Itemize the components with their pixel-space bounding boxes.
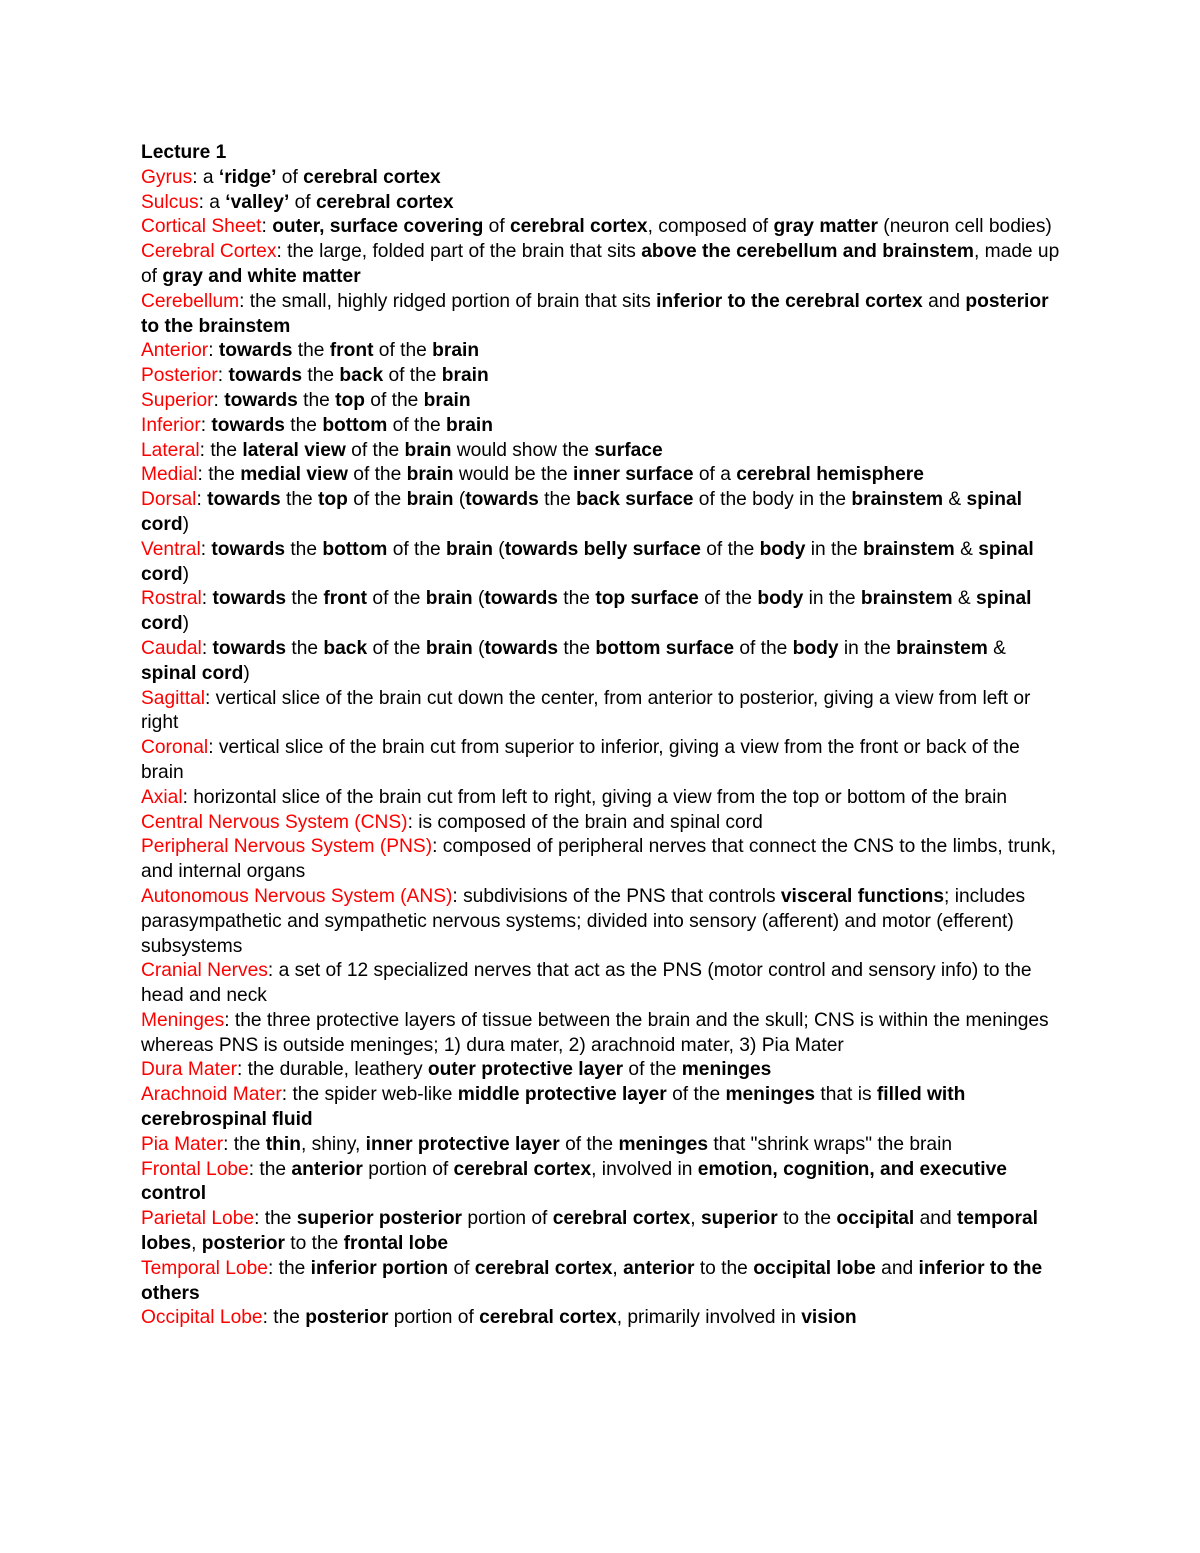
- definition-text: is composed of the brain and spinal cord: [418, 811, 763, 833]
- definition-text: ; includes parasympathetic and sympathetic nervous systems; divided into sensory (afferent) and motor (efferent) subsystems: [141, 885, 1026, 957]
- glossary-entry: Axial: horizontal slice of the brain cut from left to right, giving a view from the top or bottom of the brain: [141, 786, 1008, 808]
- definition-text: the: [558, 637, 596, 659]
- definition-text: the durable, leathery: [247, 1059, 428, 1081]
- definition-text: &: [943, 489, 967, 511]
- definition-text: (: [472, 637, 485, 659]
- definition-bold-text: towards: [212, 637, 287, 659]
- definition-text: ,: [612, 1257, 624, 1279]
- definition-text: of the: [364, 389, 424, 411]
- definition-text: of: [289, 191, 316, 213]
- term-label: Cortical Sheet: [141, 216, 262, 238]
- glossary-entry: Dorsal: towards the top of the brain (towards the back surface of the body in the brainstem & spinal cord): [141, 489, 1022, 535]
- definition-bold-text: cerebral cortex: [510, 216, 648, 238]
- definition-bold-text: vision: [801, 1307, 857, 1329]
- definition-text: the: [233, 1133, 266, 1155]
- definition-bold-text: towards: [218, 340, 293, 362]
- definition-bold-text: brainstem: [896, 637, 988, 659]
- definition-text: that "shrink wraps" the brain: [708, 1133, 953, 1155]
- term-definition: [141, 1208, 1038, 1254]
- definition-bold-text: towards: [207, 489, 281, 511]
- term-label: Gyrus: [141, 166, 193, 188]
- definition-bold-text: towards: [211, 414, 285, 436]
- glossary-entry: Ventral: towards the bottom of the brain (towards belly surface of the body in the brainstem & spinal cord): [141, 538, 1034, 585]
- term-label: Dorsal: [141, 489, 197, 511]
- definition-bold-text: superior posterior: [296, 1208, 463, 1230]
- term-definition: [272, 216, 1052, 237]
- definition-bold-text: brainstem: [851, 489, 944, 511]
- definition-bold-text: ‘valley’: [225, 191, 290, 213]
- definition-bold-text: temporal lobes: [141, 1208, 1038, 1255]
- definition-text: ,: [191, 1233, 202, 1255]
- lecture-title: Lecture 1: [141, 142, 227, 163]
- term-definition: [141, 688, 1030, 734]
- definition-text: , composed of: [647, 216, 774, 238]
- glossary-entry: Cerebral Cortex: the large, folded part of the brain that sits above the cerebellum and brainstem, made up of gray and white matter: [141, 241, 1060, 287]
- definition-text: ): [182, 563, 189, 585]
- definition-text: , made up of: [141, 241, 1060, 287]
- term-definition: [141, 737, 1020, 783]
- definition-text: the spider web-like: [292, 1084, 458, 1106]
- glossary-entry: Frontal Lobe: the anterior portion of cerebral cortex, involved in emotion, cognition, and executive control: [141, 1158, 1007, 1205]
- definition-bold-text: emotion, cognition, and executive control: [141, 1158, 1007, 1205]
- term-label: Axial: [141, 786, 183, 808]
- definition-text: ): [243, 662, 250, 684]
- definition-bold-text: meninges: [681, 1059, 772, 1081]
- definition-text: the: [297, 389, 336, 411]
- glossary-entry: Rostral: towards the front of the brain (towards the top surface of the body in the brainstem & spinal cord): [141, 588, 1032, 635]
- definition-text: of the body in the: [693, 489, 852, 511]
- definition-bold-text: spinal cord: [141, 588, 1032, 635]
- definition-text: of: [483, 216, 510, 238]
- definition-text: a: [202, 166, 219, 188]
- term-definition: [248, 1059, 772, 1080]
- definition-bold-text: back surface: [576, 489, 694, 511]
- term-label: Superior: [141, 389, 214, 411]
- definition-text: &: [954, 538, 979, 560]
- glossary-entry: Occipital Lobe: the posterior portion of cerebral cortex, primarily involved in vision: [141, 1307, 857, 1329]
- definition-bold-text: surface: [594, 439, 663, 461]
- definition-bold-text: posterior to the brainstem: [141, 290, 1049, 337]
- term-definition: [141, 1010, 1049, 1056]
- glossary-entry: Sagittal: vertical slice of the brain cut down the center, from anterior to posterior, giving a view from left or right: [141, 687, 1031, 734]
- term-definition: [141, 539, 1034, 585]
- definition-bold-text: cerebral cortex: [474, 1257, 613, 1279]
- definition-text: the: [210, 439, 243, 461]
- definition-text: (: [492, 538, 505, 560]
- definition-text: of the: [345, 439, 405, 461]
- definition-text: and: [914, 1208, 957, 1230]
- definition-bold-text: towards: [465, 489, 539, 511]
- term-definition: [211, 415, 493, 436]
- term-label: Autonomous Nervous System (ANS): [141, 885, 453, 907]
- glossary-list: [141, 166, 1061, 1331]
- definition-bold-text: outer protective layer: [427, 1059, 624, 1081]
- definition-bold-text: occipital: [836, 1208, 915, 1230]
- glossary-entry: Meninges: the three protective layers of tissue between the brain and the skull; CNS is within the meninges whereas PNS is outside meninges; 1) dura mater, 2) arachnoid mater, 3) Pia Mater: [141, 1009, 1049, 1056]
- term-definition: [193, 787, 1007, 808]
- definition-text: the: [208, 464, 241, 486]
- term-definition: [210, 440, 662, 461]
- term-label: Caudal: [141, 637, 202, 659]
- definition-bold-text: towards belly surface: [504, 538, 701, 560]
- definition-bold-text: occipital lobe: [753, 1257, 876, 1279]
- term-label: Pia Mater: [141, 1133, 224, 1155]
- term-definition: [219, 340, 479, 361]
- definition-text: of the: [347, 489, 407, 511]
- definition-text: , shiny,: [300, 1133, 366, 1155]
- definition-bold-text: spinal cord: [141, 538, 1034, 585]
- definition-text: the: [264, 1208, 297, 1230]
- definition-bold-text: body: [759, 538, 806, 560]
- definition-bold-text: spinal cord: [141, 662, 244, 684]
- definition-text: (neuron cell bodies): [877, 216, 1052, 238]
- definition-text: of a: [693, 464, 737, 486]
- term-definition: [209, 192, 453, 213]
- definition-bold-text: meninges: [725, 1084, 816, 1106]
- definition-bold-text: bottom: [322, 538, 388, 560]
- definition-bold-text: brain: [425, 637, 473, 659]
- definition-text: of the: [734, 637, 793, 659]
- definition-bold-text: spinal cord: [141, 489, 1022, 535]
- term-label: Sulcus: [141, 191, 199, 213]
- definition-text: the small, highly ridged portion of brain that sits: [249, 290, 657, 312]
- definition-bold-text: front: [323, 588, 368, 610]
- definition-bold-text: frontal lobe: [343, 1233, 449, 1255]
- definition-text: the large, folded part of the brain that sits: [287, 241, 642, 263]
- definition-text: subdivisions of the PNS that controls: [463, 885, 781, 907]
- definition-bold-text: medial view: [240, 464, 348, 486]
- definition-bold-text: superior: [700, 1208, 778, 1230]
- definition-text: and: [875, 1257, 919, 1279]
- definition-bold-text: inferior to the cerebral cortex: [656, 290, 923, 312]
- document-page: [141, 141, 1061, 1331]
- definition-bold-text: brain: [446, 414, 493, 436]
- definition-bold-text: brain: [441, 365, 489, 387]
- definition-text: the: [284, 414, 323, 436]
- definition-bold-text: inferior portion: [310, 1257, 449, 1279]
- definition-text: of: [448, 1257, 475, 1279]
- definition-text: of the: [347, 464, 407, 486]
- definition-text: of the: [623, 1059, 682, 1081]
- definition-text: composed of peripheral nerves that connect the CNS to the limbs, trunk, and internal organs: [141, 836, 1057, 883]
- definition-text: of the: [367, 637, 426, 659]
- definition-bold-text: brain: [404, 439, 452, 461]
- term-label: Cranial Nerves: [141, 960, 268, 982]
- definition-bold-text: anterior: [291, 1158, 363, 1180]
- definition-text: the: [280, 489, 319, 511]
- term-definition: [141, 960, 1032, 1006]
- definition-bold-text: cerebral cortex: [479, 1307, 617, 1329]
- definition-text: to the: [284, 1233, 344, 1255]
- definition-bold-text: anterior: [623, 1257, 695, 1279]
- term-label: Dura Mater: [141, 1059, 237, 1081]
- glossary-entry: Peripheral Nervous System (PNS): composed of peripheral nerves that connect the CNS to the limbs, trunk, and internal organs: [141, 836, 1057, 883]
- glossary-entry: Cranial Nerves: a set of 12 specialized nerves that act as the PNS (motor control and sensory info) to the head and neck: [141, 960, 1032, 1007]
- definition-text: a set of 12 specialized nerves that act as the PNS (motor control and sensory info) to the head and neck: [141, 960, 1032, 1007]
- glossary-entry: Medial: the medial view of the brain would be the inner surface of a cerebral hemisphere: [141, 464, 924, 486]
- glossary-entry: Posterior: towards the back of the brain: [141, 365, 489, 387]
- definition-bold-text: top surface: [595, 588, 699, 610]
- definition-text: to the: [777, 1208, 837, 1230]
- definition-text: of the: [373, 340, 433, 362]
- glossary-entry: Autonomous Nervous System (ANS): subdivisions of the PNS that controls visceral functions; includes parasympathetic and sympathetic nervous systems; divided into sensory (afferent) and motor (efferent) subsystems: [141, 885, 1026, 957]
- term-label: Meninges: [141, 1009, 225, 1031]
- glossary-entry: Pia Mater: the thin, shiny, inner protective layer of the meninges that "shrink wraps" the brain: [141, 1133, 953, 1155]
- definition-text: that is: [815, 1084, 877, 1106]
- definition-text: of the: [367, 588, 426, 610]
- definition-text: ): [182, 613, 189, 635]
- definition-bold-text: meninges: [618, 1133, 709, 1155]
- definition-bold-text: towards: [224, 389, 298, 411]
- term-definition: [234, 1134, 952, 1155]
- definition-bold-text: middle protective layer: [457, 1084, 667, 1106]
- term-label: Occipital Lobe: [141, 1307, 263, 1329]
- definition-text: the: [286, 588, 324, 610]
- term-label: Central Nervous System (CNS): [141, 811, 408, 833]
- definition-bold-text: posterior: [201, 1233, 285, 1255]
- definition-text: of the: [387, 414, 446, 436]
- glossary-entry: Gyrus: a ‘ridge’ of cerebral cortex: [141, 166, 441, 188]
- definition-bold-text: bottom surface: [595, 637, 734, 659]
- glossary-entry: Sulcus: a ‘valley’ of cerebral cortex: [141, 191, 454, 213]
- glossary-entry: Cerebellum: the small, highly ridged portion of brain that sits inferior to the cerebral cortex and posterior to the brainstem: [141, 290, 1049, 337]
- term-definition: [228, 365, 488, 386]
- definition-bold-text: top: [335, 389, 365, 411]
- definition-bold-text: cerebral cortex: [552, 1208, 691, 1230]
- definition-text: the: [292, 340, 330, 362]
- definition-bold-text: ‘ridge’: [218, 166, 277, 188]
- term-label: Posterior: [141, 365, 218, 387]
- term-label: Lateral: [141, 439, 200, 461]
- definition-bold-text: body: [792, 637, 839, 659]
- definition-bold-text: towards: [484, 637, 559, 659]
- definition-bold-text: cerebral cortex: [315, 191, 454, 213]
- definition-text: of the: [666, 1084, 726, 1106]
- term-label: Parietal Lobe: [141, 1208, 255, 1230]
- definition-text: vertical slice of the brain cut down the center, from anterior to posterior, giving a view from left or right: [141, 687, 1031, 734]
- definition-text: of the: [700, 538, 760, 560]
- definition-bold-text: cerebral cortex: [453, 1158, 592, 1180]
- definition-bold-text: cerebral hemisphere: [736, 464, 924, 486]
- definition-text: the: [259, 1158, 292, 1180]
- definition-bold-text: brainstem: [863, 538, 955, 560]
- definition-bold-text: back: [339, 365, 384, 387]
- definition-text: of: [276, 166, 304, 188]
- glossary-entry: Coronal: vertical slice of the brain cut from superior to inferior, giving a view from the front or back of the brain: [141, 737, 1020, 783]
- term-label: Inferior: [141, 414, 201, 436]
- definition-bold-text: brain: [423, 389, 471, 411]
- term-definition: [141, 588, 1032, 634]
- definition-bold-text: front: [329, 340, 374, 362]
- definition-text: &: [987, 637, 1006, 659]
- term-definition: [141, 638, 1006, 684]
- term-definition: [141, 1258, 1042, 1304]
- term-definition: [141, 241, 1059, 287]
- definition-text: ): [182, 513, 189, 535]
- term-label: Peripheral Nervous System (PNS): [141, 836, 433, 858]
- glossary-entry: Arachnoid Mater: the spider web-like middle protective layer of the meninges that is filled with cerebrospinal fluid: [141, 1084, 966, 1131]
- definition-bold-text: posterior: [305, 1307, 389, 1329]
- definition-bold-text: towards: [211, 538, 285, 560]
- definition-text: in the: [838, 637, 897, 659]
- definition-bold-text: towards: [484, 588, 558, 610]
- definition-bold-text: brain: [425, 588, 473, 610]
- term-label: Sagittal: [141, 687, 205, 709]
- definition-bold-text: gray and white matter: [162, 265, 361, 287]
- definition-text: would show the: [451, 439, 595, 461]
- definition-text: &: [952, 588, 977, 610]
- term-label: Medial: [141, 464, 198, 486]
- term-label: Arachnoid Mater: [141, 1084, 282, 1106]
- definition-bold-text: gray matter: [773, 216, 878, 238]
- glossary-entry: Anterior: towards the front of the brain: [141, 340, 480, 362]
- definition-text: the: [278, 1257, 311, 1279]
- definition-text: portion of: [362, 1158, 454, 1180]
- term-label: Cerebellum: [141, 290, 240, 312]
- definition-text: vertical slice of the brain cut from superior to inferior, giving a view from the front or back of the brain: [141, 737, 1020, 783]
- definition-bold-text: filled with cerebrospinal fluid: [141, 1084, 966, 1131]
- glossary-entry: Cortical Sheet: outer, surface covering of cerebral cortex, composed of gray matter (neuron cell bodies): [141, 216, 1052, 238]
- term-definition: [224, 390, 470, 411]
- definition-bold-text: brain: [406, 464, 454, 486]
- definition-text: of the: [383, 365, 442, 387]
- term-label: Coronal: [141, 737, 209, 759]
- term-label: Anterior: [141, 340, 209, 362]
- glossary-entry: Parietal Lobe: the superior posterior portion of cerebral cortex, superior to the occipital and temporal lobes, posterior to the frontal lobe: [141, 1208, 1038, 1255]
- glossary-entry: Temporal Lobe: the inferior portion of cerebral cortex, anterior to the occipital lobe and inferior to the others: [141, 1257, 1043, 1304]
- definition-bold-text: brainstem: [860, 588, 953, 610]
- definition-text: to the: [694, 1257, 754, 1279]
- definition-bold-text: inner surface: [573, 464, 694, 486]
- definition-text: (: [453, 489, 466, 511]
- definition-bold-text: outer, surface covering: [272, 216, 484, 238]
- term-definition: [208, 464, 924, 485]
- definition-text: of the: [387, 538, 447, 560]
- glossary-entry: Caudal: towards the back of the brain (towards the bottom surface of the body in the brainstem & spinal cord): [141, 637, 1006, 684]
- definition-bold-text: visceral functions: [780, 885, 945, 907]
- term-definition: [141, 1159, 1007, 1205]
- definition-text: the: [302, 365, 340, 387]
- term-label: Temporal Lobe: [141, 1257, 268, 1279]
- term-label: Cerebral Cortex: [141, 241, 277, 263]
- definition-text: the: [285, 538, 323, 560]
- definition-text: (: [472, 588, 485, 610]
- definition-text: of the: [698, 588, 758, 610]
- definition-text: of the: [559, 1133, 619, 1155]
- definition-bold-text: towards: [212, 588, 287, 610]
- definition-text: the: [273, 1307, 306, 1329]
- definition-text: portion of: [388, 1307, 480, 1329]
- glossary-entry: Lateral: the lateral view of the brain would show the surface: [141, 439, 663, 461]
- definition-text: a: [209, 191, 226, 213]
- definition-bold-text: thin: [265, 1133, 301, 1155]
- definition-bold-text: cerebral cortex: [303, 166, 441, 188]
- definition-text: in the: [803, 588, 861, 610]
- glossary-entry: Superior: towards the top of the brain: [141, 389, 471, 411]
- definition-bold-text: brain: [432, 340, 480, 362]
- term-definition: [418, 812, 763, 833]
- definition-text: , involved in: [591, 1158, 698, 1180]
- definition-text: the three protective layers of tissue between the brain and the skull; CNS is within the meninges whereas PNS is outside meninges; 1) dura mater, 2) arachnoid mater, 3) Pia Mater: [141, 1009, 1049, 1056]
- term-definition: [273, 1307, 856, 1328]
- definition-bold-text: back: [323, 637, 368, 659]
- term-label: Frontal Lobe: [141, 1158, 249, 1180]
- definition-text: the: [538, 489, 577, 511]
- glossary-entry: Central Nervous System (CNS): is composed of the brain and spinal cord: [141, 811, 763, 833]
- definition-text: the: [286, 637, 324, 659]
- definition-text: would be the: [453, 464, 574, 486]
- definition-bold-text: body: [757, 588, 804, 610]
- term-definition: [141, 291, 1049, 337]
- definition-text: the: [557, 588, 596, 610]
- glossary-entry: Inferior: towards the bottom of the brain: [141, 414, 493, 436]
- term-label: Ventral: [141, 538, 201, 560]
- definition-bold-text: top: [318, 489, 348, 511]
- definition-bold-text: brain: [406, 489, 454, 511]
- definition-bold-text: inner protective layer: [365, 1133, 560, 1155]
- definition-text: in the: [805, 538, 864, 560]
- term-definition: [141, 489, 1022, 535]
- term-definition: [203, 167, 441, 188]
- definition-bold-text: above the cerebellum and brainstem: [641, 241, 974, 263]
- definition-bold-text: bottom: [322, 414, 388, 436]
- definition-text: , primarily involved in: [616, 1307, 802, 1329]
- definition-text: horizontal slice of the brain cut from left to right, giving a view from the top or bottom of the brain: [193, 786, 1008, 808]
- definition-bold-text: brain: [446, 538, 493, 560]
- term-label: Rostral: [141, 588, 202, 610]
- definition-bold-text: lateral view: [242, 439, 346, 461]
- definition-text: and: [922, 290, 966, 312]
- definition-bold-text: inferior to the others: [141, 1257, 1043, 1304]
- definition-bold-text: towards: [228, 365, 303, 387]
- definition-text: ,: [690, 1208, 701, 1230]
- definition-text: portion of: [462, 1208, 553, 1230]
- glossary-entry: Dura Mater: the durable, leathery outer protective layer of the meninges: [141, 1059, 772, 1081]
